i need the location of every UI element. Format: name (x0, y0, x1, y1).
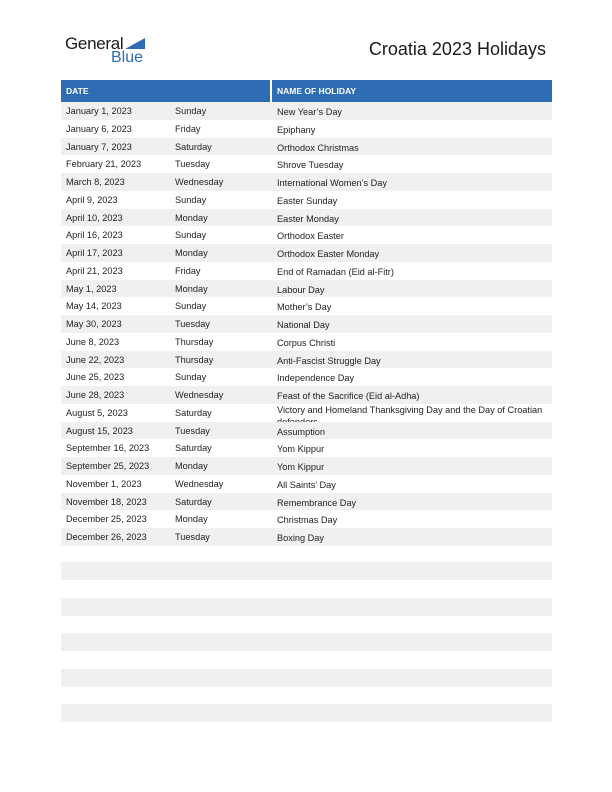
date-cell: April 16, 2023 (66, 230, 123, 241)
empty-row (61, 562, 552, 580)
holiday-name-cell: Orthodox Easter Monday (277, 249, 380, 259)
table-row (61, 386, 552, 404)
table-row (61, 102, 552, 120)
day-cell: Saturday (175, 407, 212, 418)
holiday-name-cell: Shrove Tuesday (277, 160, 344, 171)
date-cell: September 16, 2023 (66, 443, 150, 454)
date-cell: January 1, 2023 (66, 106, 132, 116)
holiday-name-cell: Yom Kippur (277, 444, 325, 455)
holiday-name-cell: Victory and Homeland Thanksgiving Day and the Day of Croatian (277, 404, 543, 415)
holiday-name-cell: Feast of the Sacrifice (Eid al-Adha) (277, 391, 420, 401)
table-row (61, 439, 552, 457)
holiday-name-cell: Independence Day (277, 373, 355, 384)
table-row (61, 475, 552, 493)
table-row (61, 226, 552, 244)
empty-row (61, 633, 552, 651)
date-cell: November 18, 2023 (66, 496, 147, 507)
holiday-name-cell: National Day (277, 320, 330, 330)
date-cell: June 25, 2023 (66, 372, 125, 383)
table-row (61, 155, 552, 173)
holiday-name-cell: Orthodox Christmas (277, 142, 359, 153)
table-row (61, 138, 552, 156)
holiday-name-cell: Boxing Day (277, 533, 324, 543)
day-cell: Wednesday (175, 478, 224, 489)
holiday-name-cell: All Saints’ Day (277, 479, 336, 490)
empty-row (61, 598, 552, 616)
brand-logo (65, 34, 155, 68)
holiday-name-cell: Christmas Day (277, 515, 338, 526)
table-row (61, 333, 552, 351)
table-row (61, 244, 552, 262)
date-cell: June 22, 2023 (66, 354, 125, 365)
holiday-name-cell: Mother’s Day (277, 302, 332, 313)
date-cell: September 25, 2023 (66, 461, 150, 471)
logo-text-blue: Blue (111, 49, 144, 66)
table-body (61, 102, 552, 546)
table-row (61, 351, 552, 369)
table-row (61, 280, 552, 298)
holiday-name-cell: Anti-Fascist Struggle Day (277, 355, 381, 366)
holiday-table (61, 80, 552, 546)
day-cell: Thursday (175, 354, 214, 365)
day-cell: Tuesday (175, 425, 210, 436)
holiday-name-cell: International Women’s Day (277, 178, 387, 188)
holiday-name-cell: Corpus Christi (277, 337, 336, 348)
day-cell: Wednesday (175, 390, 224, 400)
day-cell: Sunday (175, 230, 207, 241)
table-row (61, 368, 552, 386)
table-row (61, 120, 552, 138)
date-cell: May 1, 2023 (66, 283, 117, 294)
holiday-name-cell: Easter Sunday (277, 195, 338, 206)
logo-text-general: General (65, 34, 124, 53)
holiday-name-cell: End of Ramadan (Eid al-Fitr) (277, 266, 394, 277)
day-cell: Friday (175, 265, 201, 276)
day-cell: Sunday (175, 372, 207, 383)
holiday-name-cell: Orthodox Easter (277, 231, 344, 242)
page-title: Croatia 2023 Holidays (368, 39, 546, 59)
day-cell: Sunday (175, 301, 207, 312)
date-cell: April 10, 2023 (66, 212, 123, 223)
day-cell: Saturday (175, 443, 212, 454)
table-row (61, 510, 552, 528)
table-row (61, 457, 552, 475)
table-row (61, 262, 552, 280)
date-cell: December 26, 2023 (66, 532, 147, 542)
table-row (61, 404, 552, 422)
holiday-name-cell: New Year’s Day (277, 107, 343, 117)
date-cell: December 25, 2023 (66, 514, 147, 525)
date-cell: November 1, 2023 (66, 478, 142, 489)
holiday-name-cell: Remembrance Day (277, 497, 357, 508)
header-date: DATE (66, 86, 89, 96)
header-divider (270, 80, 272, 102)
day-cell: Friday (175, 123, 201, 134)
day-cell: Saturday (175, 496, 212, 507)
date-cell: August 5, 2023 (66, 407, 128, 418)
day-cell: Saturday (175, 141, 212, 152)
table-row (61, 422, 552, 440)
table-row (61, 528, 552, 546)
date-cell: March 8, 2023 (66, 177, 125, 187)
date-cell: June 28, 2023 (66, 390, 125, 400)
table-header (61, 80, 552, 102)
day-cell: Monday (175, 461, 208, 471)
date-cell: June 8, 2023 (66, 336, 120, 347)
date-cell: April 17, 2023 (66, 248, 123, 258)
logo-triangle-icon (125, 38, 145, 49)
day-cell: Tuesday (175, 319, 210, 329)
date-cell: May 30, 2023 (66, 319, 122, 329)
holiday-name-cell: Yom Kippur (277, 462, 325, 472)
table-row (61, 297, 552, 315)
empty-row (61, 704, 552, 722)
day-cell: Tuesday (175, 159, 210, 170)
holiday-name-cell: Labour Day (277, 284, 325, 295)
table-row (61, 493, 552, 511)
day-cell: Monday (175, 212, 208, 223)
date-cell: August 15, 2023 (66, 425, 133, 436)
table-row (61, 315, 552, 333)
date-cell: May 14, 2023 (66, 301, 122, 312)
day-cell: Monday (175, 514, 208, 525)
date-cell: April 9, 2023 (66, 194, 118, 205)
date-cell: February 21, 2023 (66, 159, 142, 170)
table-row (61, 209, 552, 227)
day-cell: Sunday (175, 194, 207, 205)
holiday-name-cell: Epiphany (277, 124, 316, 135)
holiday-name-cell: Assumption (277, 426, 326, 437)
day-cell: Monday (175, 283, 208, 294)
holiday-name-cell: Easter Monday (277, 213, 339, 224)
day-cell: Thursday (175, 336, 214, 347)
table-row (61, 191, 552, 209)
day-cell: Wednesday (175, 177, 224, 187)
header-holiday-name: NAME OF HOLIDAY (277, 86, 357, 96)
date-cell: January 6, 2023 (66, 123, 132, 134)
table-row (61, 173, 552, 191)
day-cell: Sunday (175, 106, 207, 116)
empty-row (61, 669, 552, 687)
day-cell: Monday (175, 248, 208, 258)
day-cell: Tuesday (175, 532, 210, 542)
date-cell: January 7, 2023 (66, 141, 132, 152)
date-cell: April 21, 2023 (66, 265, 123, 276)
